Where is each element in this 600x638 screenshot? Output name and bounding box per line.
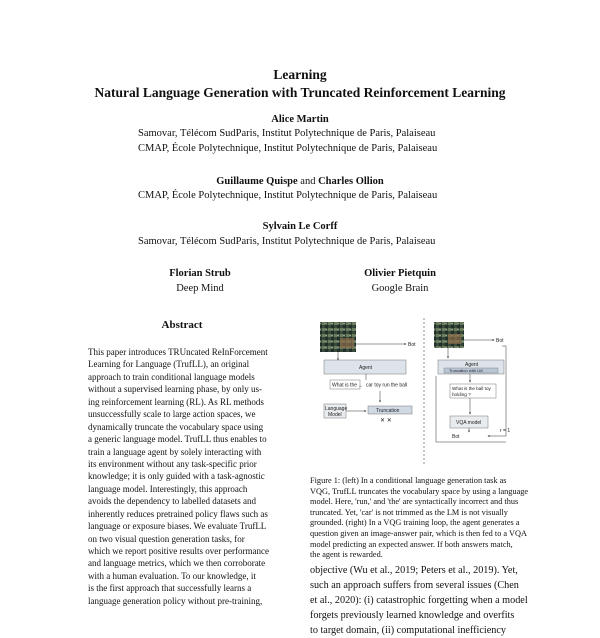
author-affiliation: Google Brain (371, 283, 429, 294)
abstract-line: knowledge; it is only guided with a task-agnostic (88, 471, 265, 482)
author-affiliation: Samovar, Télécom SudParis, Institut Polytechnique de Paris, Palaiseau (138, 236, 436, 247)
right-question-line: What is the ball toy (452, 386, 491, 391)
right-vqa-label: VQA model (456, 420, 482, 426)
abstract-line: train a language agent by solely interacting with (88, 446, 262, 457)
abstract-line: This paper introduces TRUncated ReInForcement (88, 347, 268, 357)
figure-1 (310, 316, 515, 471)
body-text-line: such an approach suffers from several issues (Chen (310, 580, 519, 591)
author-name-charles-ollion: Charles Ollion (318, 176, 384, 187)
left-truncation-label: Truncation (376, 408, 400, 414)
abstract-line: on two visual question generation tasks, for (88, 533, 245, 544)
abstract-line: avoids the dependency to labelled datasets and (88, 496, 256, 507)
author-conjunction: and (300, 176, 316, 187)
abstract-body (88, 346, 276, 607)
right-photo-dog (448, 334, 461, 344)
caption-line: truncated. Yet, 'car' is not trimmed as the LM is not visually (310, 507, 508, 517)
left-vocab-words: car toy run the ball (366, 382, 408, 389)
left-bot-label: Bot (408, 342, 416, 348)
abstract-line: and language metrics, which we then corroborate (88, 558, 266, 569)
paper-title-line-1: Learning (273, 67, 327, 82)
author-name-olivier-pietquin: Olivier Pietquin (364, 268, 436, 279)
right-bot-label: Bot (496, 338, 504, 344)
caption-line: grounded. (right) In a VQG training loop, the agent generates a (310, 518, 520, 528)
abstract-line: language model. Interestingly, this approach (88, 483, 248, 494)
left-agent-label: Agent (359, 365, 373, 371)
author-name-alice-martin: Alice Martin (271, 114, 329, 125)
left-lm-label: Language (325, 406, 348, 412)
body-text-line: objective (Wu et al., 2019; Peters et al., 2019). Yet, (310, 565, 518, 576)
abstract-line: its environment without any task-specific prior (88, 458, 257, 469)
left-photo-dog (340, 338, 354, 348)
author-name-florian-strub: Florian Strub (169, 268, 231, 279)
caption-line: VQG, TrufLL truncates the vocabulary space by using a language (310, 486, 529, 496)
figure-1-diagram (310, 316, 515, 471)
author-affiliation: Deep Mind (176, 283, 224, 294)
abstract-line: approach to train conditional language models (88, 371, 255, 382)
left-cross-marks: ✕ ✕ (380, 418, 392, 424)
right-reward-label: r = 1 (500, 428, 511, 434)
paper-title-line-2: Natural Language Generation with Truncated Reinforcement Learning (94, 85, 506, 100)
abstract-line: language generation policy without pre-training, (88, 595, 263, 606)
abstract-line: a generic language model. TrufLL thus enables to (88, 434, 267, 445)
body-text-line: forgets previously learned knowledge and overfits (310, 610, 515, 621)
abstract-line: without a supervised learning phase, by only us- (88, 384, 262, 395)
author-name-sylvain-le-corff: Sylvain Le Corff (262, 221, 338, 232)
caption-line: the agent is rewarded. (310, 550, 383, 560)
abstract-line: Learning for Language (TrufLL), an original (88, 359, 250, 370)
abstract-line: with a human evaluation. To our knowledge, it (88, 570, 256, 581)
abstract-line: which we report positive results over performance (88, 546, 269, 556)
author-affiliation: Samovar, Télécom SudParis, Institut Polytechnique de Paris, Palaiseau (138, 128, 436, 139)
right-truncation-label: Truncation with LM (449, 368, 483, 373)
figure-caption (310, 476, 530, 561)
caption-line: Figure 1: (left) In a conditional language generation task as (310, 476, 507, 485)
author-line-quispe-ollion (0, 176, 600, 187)
body-text-line: to target domain, (ii) computational inefficiency (310, 625, 506, 636)
caption-line: model. Here, 'run,' and 'the' are syntactically incorrect and thus (310, 497, 519, 507)
right-agent-label: Agent (465, 362, 479, 368)
body-text-line: et al., 2020): (i) catastrophic forgetting when a model (310, 595, 528, 606)
abstract-line: ing reinforcement learning (RL). As RL methods (88, 396, 264, 407)
right-column-body (310, 563, 535, 638)
left-prompt-label: What is the ... (332, 382, 363, 389)
right-bot-bottom-label: Bot (452, 434, 460, 440)
author-affiliation: CMAP, École Polytechnique, Institut Polytechnique de Paris, Palaiseau (138, 190, 438, 201)
author-name-guillaume-quispe: Guillaume Quispe (216, 176, 298, 187)
author-affiliation: CMAP, École Polytechnique, Institut Polytechnique de Paris, Palaiseau (138, 143, 438, 154)
abstract-line: unsuccessfully scale to large action spaces, we (88, 409, 256, 420)
left-lm-label: Model (328, 412, 342, 418)
caption-line: question given an image-answer pair, which is then fed to a VQA (310, 528, 528, 538)
right-question-line: holding ? (452, 392, 471, 397)
abstract-line: language or exposure biases. We evaluate TrufLL (88, 521, 267, 532)
abstract-line: dynamically truncate the vocabulary space using (88, 421, 264, 432)
abstract-line: inherently reduces pretrained policy flaws such as (88, 508, 268, 519)
abstract-line: is the first approach that successfully learns a (88, 583, 252, 594)
caption-line: model predicting an expected answer. If both answers match, (310, 539, 513, 549)
abstract-heading: Abstract (161, 319, 203, 331)
